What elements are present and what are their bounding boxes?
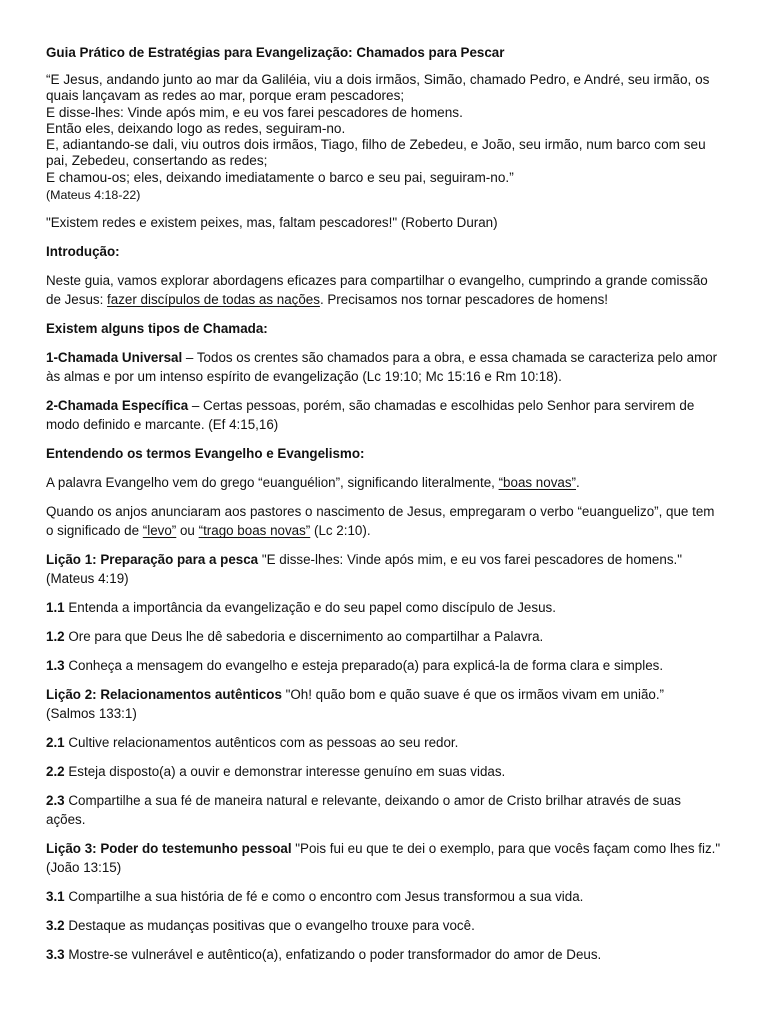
terms-text-end: (Lc 2:10). <box>310 523 371 539</box>
terms-text: Quando os anjos anunciaram aos pastores o nascimento de Jesus, empregaram o verbo “euanguelizo”, que tem o significado de <box>46 504 715 539</box>
lesson-item-number: 2.2 <box>46 764 65 780</box>
call-label: 1-Chamada Universal <box>46 350 183 366</box>
lesson-item-number: 1.2 <box>46 629 65 645</box>
terms-underlined-word: “levo” <box>142 523 177 539</box>
lesson-item-number: 2.1 <box>46 735 65 751</box>
lesson-item-text: Ore para que Deus lhe dê sabedoria e discernimento ao compartilhar a Palavra. <box>64 629 544 645</box>
lesson-quote: "E disse-lhes: Vinde após mim, e eu vos farei pescadores de homens." <box>258 552 682 568</box>
terms-heading: Entendendo os termos Evangelho e Evangelismo: <box>46 446 365 462</box>
lesson-item-number: 3.1 <box>46 889 65 905</box>
lesson-item-number: 1.3 <box>46 658 65 674</box>
terms-text: A palavra Evangelho vem do grego “euanguélion”, significando literalmente, <box>46 475 499 491</box>
call-text: – Certas pessoas, porém, são chamadas e escolhidas pelo Senhor para servirem de modo definido e marcante. (Ef 4:15,16) <box>46 398 695 433</box>
terms-paragraph-1 <box>46 473 722 492</box>
lesson-item <box>46 791 722 829</box>
intro-text: Neste guia, vamos explorar abordagens eficazes para compartilhar o evangelho, cumprindo a grande comissão de Jesus: <box>46 273 708 308</box>
lesson-title: Lição 2: Relacionamentos autênticos <box>46 687 282 703</box>
lesson-item-text: Esteja disposto(a) a ouvir e demonstrar interesse genuíno em suas vidas. <box>64 764 506 780</box>
lesson-item-number: 1.1 <box>46 600 65 616</box>
verse-line: Então eles, deixando logo as redes, seguiram-no. <box>46 120 346 136</box>
lesson-item <box>46 887 722 906</box>
call-item-universal <box>46 348 722 386</box>
lesson-item <box>46 762 722 781</box>
call-text: – Todos os crentes são chamados para a obra, e essa chamada se caracteriza pelo amor às almas e por um intenso espírito de evangelização (Lc 19:10; Mc 15:16 e Rm 10:18). <box>46 350 718 385</box>
lesson-item-text: Destaque as mudanças positivas que o evangelho trouxe para você. <box>64 918 475 934</box>
lesson-item <box>46 627 722 646</box>
document-body <box>46 43 722 964</box>
lesson-item-number: 3.3 <box>46 947 65 963</box>
lesson-reference: (Salmos 133:1) <box>46 706 137 722</box>
lesson-item <box>46 916 722 935</box>
lesson-reference: (João 13:15) <box>46 860 122 876</box>
intro-paragraph <box>46 271 722 309</box>
lesson-item-number: 2.3 <box>46 793 65 809</box>
verse-reference: (Mateus 4:18-22) <box>46 188 141 203</box>
terms-text-mid: ou <box>176 523 199 539</box>
lesson-3-heading <box>46 839 722 877</box>
verse-line: “E Jesus, andando junto ao mar da Galiléia, viu a dois irmãos, Simão, chamado Pedro, e André, seu irmão, os quais lançavam as redes ao mar, porque eram pescadores; <box>46 72 710 104</box>
lesson-item <box>46 656 722 675</box>
intro-text-end: . Precisamos nos tornar pescadores de homens! <box>319 292 608 308</box>
call-item-specific <box>46 396 722 434</box>
lesson-quote: "Oh! quão bom e quão suave é que os irmãos vivam em união.” <box>281 687 665 703</box>
call-label: 2-Chamada Específica <box>46 398 189 414</box>
lesson-title: Lição 1: Preparação para a pesca <box>46 552 259 568</box>
verse-line: E chamou-os; eles, deixando imediatamente o barco e seu pai, seguiram-no.” <box>46 169 514 185</box>
lesson-title: Lição 3: Poder do testemunho pessoal <box>46 841 292 857</box>
lesson-1-heading <box>46 550 722 588</box>
terms-text-end: . <box>576 475 580 491</box>
epigraph: "Existem redes e existem peixes, mas, faltam pescadores!" (Roberto Duran) <box>46 215 498 231</box>
lesson-item-text: Compartilhe a sua fé de maneira natural e relevante, deixando o amor de Cristo brilhar através de suas ações. <box>46 793 681 828</box>
lesson-item <box>46 733 722 752</box>
calls-heading: Existem alguns tipos de Chamada: <box>46 321 268 337</box>
lesson-item <box>46 598 722 617</box>
lesson-reference: (Mateus 4:19) <box>46 571 129 587</box>
lesson-2-heading <box>46 685 722 723</box>
lesson-item-text: Mostre-se vulnerável e autêntico(a), enfatizando o poder transformador do amor de Deus. <box>64 947 602 963</box>
terms-underlined-phrase: “trago boas novas” <box>198 523 311 539</box>
lesson-item-text: Conheça a mensagem do evangelho e esteja preparado(a) para explicá-la de forma clara e simples. <box>64 658 664 674</box>
lesson-item-text: Cultive relacionamentos autênticos com as pessoas ao seu redor. <box>64 735 459 751</box>
intro-underlined-phrase: fazer discípulos de todas as nações <box>107 292 320 308</box>
terms-underlined-phrase: “boas novas” <box>498 475 577 491</box>
terms-paragraph-2 <box>46 502 722 540</box>
lesson-item <box>46 945 722 964</box>
intro-heading: Introdução: <box>46 244 120 260</box>
verse-line: E disse-lhes: Vinde após mim, e eu vos farei pescadores de homens. <box>46 104 463 120</box>
lesson-quote: "Pois fui eu que te dei o exemplo, para que vocês façam como lhes fiz." <box>291 841 721 857</box>
verse-line: E, adiantando-se dali, viu outros dois irmãos, Tiago, filho de Zebedeu, e João, seu irmão, num barco com seu pai, Zebedeu, consertando as redes; <box>46 137 706 169</box>
lesson-item-number: 3.2 <box>46 918 65 934</box>
opening-verse <box>46 72 722 203</box>
document-title: Guia Prático de Estratégias para Evangelização: Chamados para Pescar <box>46 45 505 60</box>
lesson-item-text: Entenda a importância da evangelização e do seu papel como discípulo de Jesus. <box>64 600 556 616</box>
lesson-item-text: Compartilhe a sua história de fé e como o encontro com Jesus transformou a sua vida. <box>64 889 584 905</box>
